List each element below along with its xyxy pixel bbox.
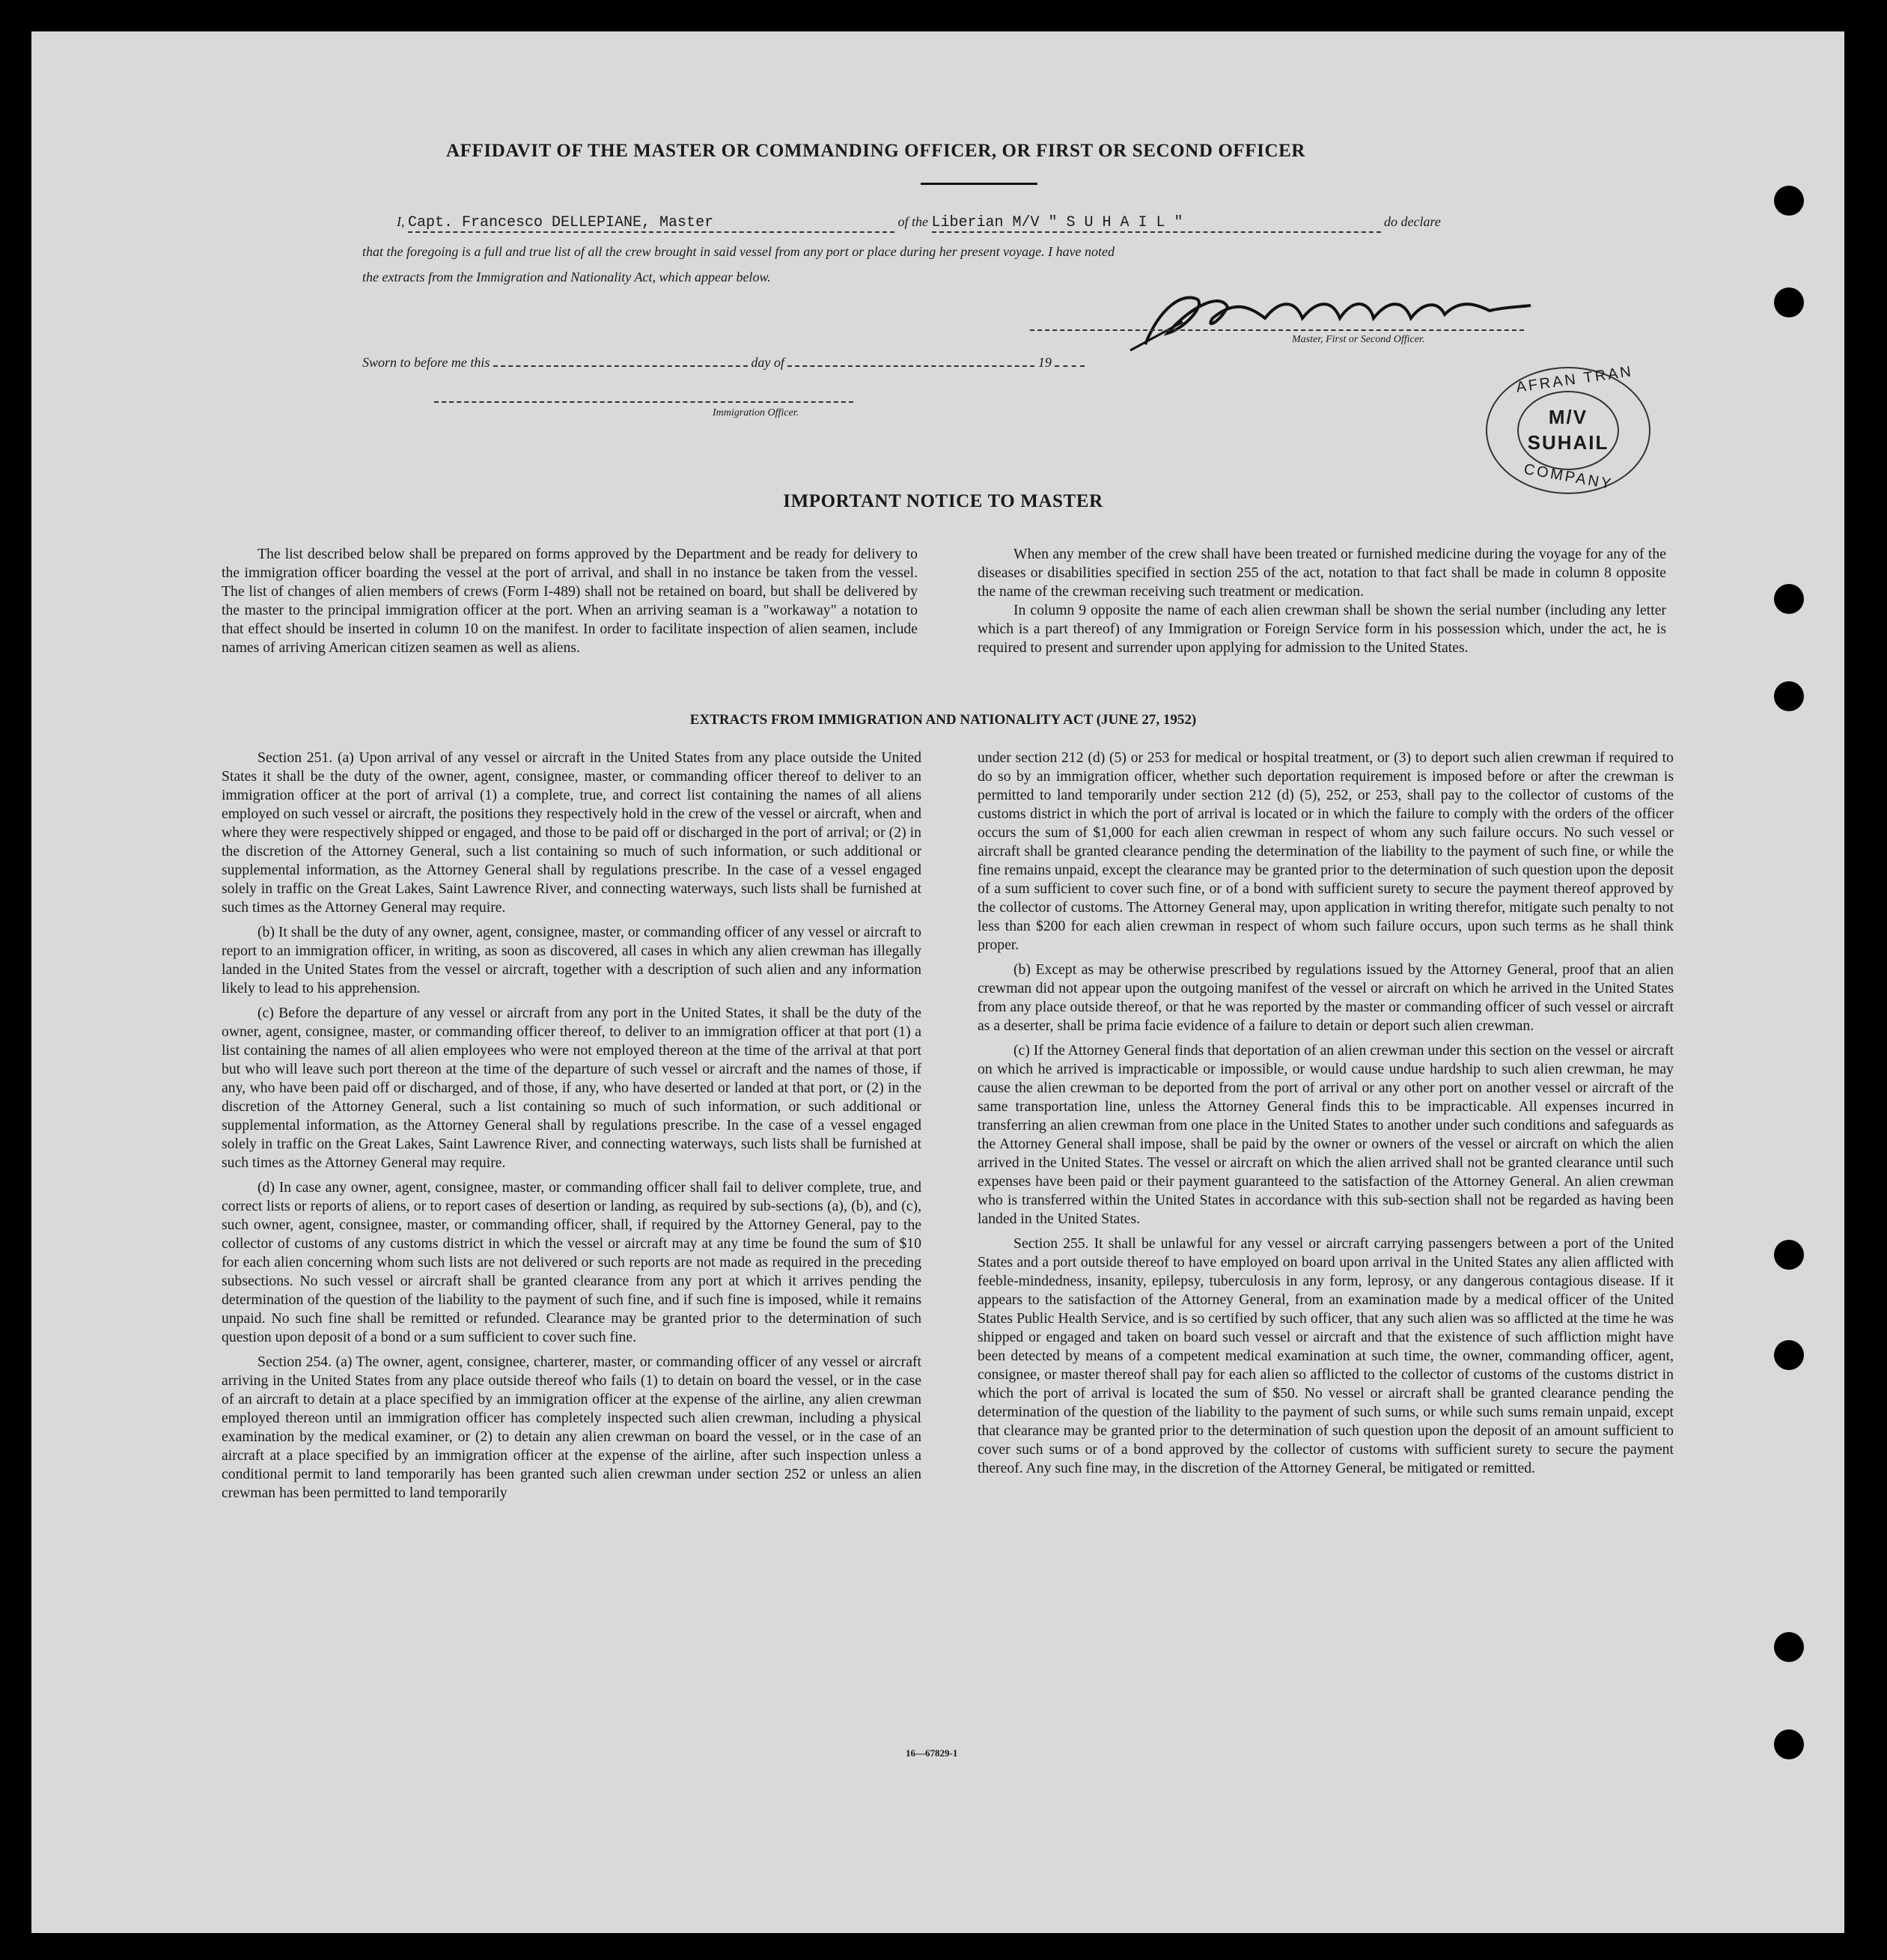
binder-hole: [1774, 287, 1804, 317]
vessel-field: Liberian M/V " S U H A I L ": [932, 214, 1381, 233]
affidavit-line-2: that the foregoing is a full and true list of all the crew brought in said vessel from any port or place during her present voyage. I have noted: [362, 244, 1115, 259]
immigration-officer-caption: Immigration Officer.: [713, 407, 799, 419]
stamp-top-arc: AFRAN TRAN: [1515, 363, 1635, 396]
title-rule: [921, 183, 1037, 185]
affidavit-title: AFFIDAVIT OF THE MASTER OR COMMANDING OFFICER, OR FIRST OR SECOND OFFICER: [445, 141, 1306, 161]
year-field: [1055, 365, 1085, 367]
notice-right-paragraph: When any member of the crew shall have been treated or furnished medicine during the voyage for any of the diseases or disabilities specified in section 255 of the act, notation to that fact shall be made in column 8 opposite the name of the crewman receiving such treatment or medication.: [978, 546, 1666, 600]
binder-hole: [1774, 1240, 1804, 1270]
extracts-right-column: [978, 749, 1674, 1484]
binder-hole: [1774, 1632, 1804, 1662]
binder-hole: [1774, 1729, 1804, 1759]
company-stamp: [1486, 363, 1650, 494]
binder-hole: [1774, 681, 1804, 711]
section-254-b: (b) Except as may be otherwise prescribed by regulations issued by the Attorney General, proof that an alien crewman did not appear upon the outgoing manifest of the vessel or aircraft on which he arrived in the United States from any place outside thereof, or that he was reported by the master or commanding officer of such vessel or aircraft as a deserter, shall be prima facie evidence of a failure to detain or deport such alien crewman.: [978, 961, 1674, 1034]
affidavit-line-3: the extracts from the Immigration and Nationality Act, which appear below.: [362, 270, 771, 284]
year-prefix: 19: [1037, 355, 1052, 370]
stamp-line-1: M/V: [1548, 406, 1588, 428]
section-251-a: Section 251. (a) Upon arrival of any vessel or aircraft in the United States from any place outside the United States it shall be the duty of the owner, agent, consignee, master, or commanding officer thereof to deliver to an immigration officer at the port of arrival (1) a complete, true, and correct list containing the names of all aliens employed on such vessel or aircraft, the positions they respectively hold in the crew of the vessel or aircraft, when and where they were respectively shipped or engaged, and those to be paid off or discharged in the port of arrival; or (2) in the discretion of the Attorney General, such a list containing so much of such information, or such additional or supplemental information, as the Attorney General shall by regulations prescribe. In the case of a vessel engaged solely in traffic on the Great Lakes, Saint Lawrence River, and connecting waterways, such lists shall be furnished at such times as the Attorney General may require.: [222, 749, 921, 916]
section-251-d: (d) In case any owner, agent, consignee, master, or commanding officer shall fail to deliver complete, true, and correct lists or reports of aliens, or to report cases of desertion or landing, as required by sub-sections (a), (b), and (c), such owner, agent, consignee, master, or commanding officer, shall, if required by the Attorney General, pay to the collector of customs of any customs district in which the vessel or aircraft may at any time be found the sum of $10 for each alien concerning whom such lists are not delivered or such reports are not made as required in the preceding subsections. No such vessel or aircraft shall be granted clearance from any port at which it arrives pending the determination of the question of the liability to the payment of such fine, and if such fine is imposed, while it remains unpaid. No such fine shall be remitted or refunded. Clearance may be granted prior to the determination of such question upon deposit of a bond or a sum sufficient to cover such fine.: [222, 1179, 921, 1345]
section-251-b: (b) It shall be the duty of any owner, agent, consignee, master, or commanding officer of any vessel or aircraft to report to an immigration officer, in writing, as soon as discovered, all cases in which any alien crewman has illegally landed in the United States from the vessel or aircraft, together with a description of such alien and any information likely to lead to his apprehension.: [222, 924, 921, 996]
binder-hole: [1774, 186, 1804, 216]
immigration-officer-line: [434, 401, 853, 403]
stamp-bottom-arc: COMPANY: [1522, 460, 1615, 493]
stamp-inner-ring: [1517, 391, 1619, 470]
sworn-line: [362, 355, 1085, 371]
extracts-heading: EXTRACTS FROM IMMIGRATION AND NATIONALITY ACT (JUNE 27, 1952): [689, 712, 1197, 728]
stamp-line-2: SUHAIL: [1527, 431, 1609, 454]
month-field: [787, 365, 1034, 367]
section-255: Section 255. It shall be unlawful for any vessel or aircraft carrying passengers between a port of the United States and a port outside thereof to have employed on board upon arrival in the United States any alien afflicted with feeble-mindedness, insanity, epilepsy, tuberculosis in any form, leprosy, or any dangerous contagious disease. If it appears to the satisfaction of the Attorney General, from an examination made by a medical officer of the United States Public Health Service, and is so certified by such officer, that any such alien was so afflicted at the time he was shipped or engaged and taken on board such vessel or aircraft and that the existence of such affliction might have been detected by means of a competent medical examination at such time, the owner, commanding officer, agent, consignee, or master thereof shall pay for each alien so afflicted to the collector of customs of the customs district in which the port of arrival is located the sum of $50. No vessel or aircraft shall be granted clearance pending the determination of the question of the liability to the payment of such sums, or while such sums remain unpaid, except that clearance may be granted prior to the determination of such question upon the deposit of an amount sufficient to cover such sums or of a bond approved by the collector of customs with sufficient surety to secure the payment thereof. Any such fine may, in the discretion of the Attorney General, be mitigated or remitted.: [978, 1235, 1674, 1476]
binder-hole: [1774, 584, 1804, 614]
notice-left-column: [222, 545, 918, 663]
sworn-date-field: [493, 365, 748, 367]
binder-hole: [1774, 1340, 1804, 1370]
notice-right-paragraph: In column 9 opposite the name of each alien crewman shall be shown the serial number (including any letter which is a part thereof) of any Immigration or Foreign Service form in his possession which, under the act, he is required to present and surrender upon applying for admission to the United States.: [978, 602, 1666, 656]
section-254-a-continued: under section 212 (d) (5) or 253 for medical or hospital treatment, or (3) to deport such alien crewman if required to do so by an immigration officer, whether such deportation requirement is imposed before or after the crewman is permitted to land temporarily under section 212 (d) (5), 252, or 253, shall pay to the collector of customs of the customs district in which the port of arrival is located or in which the failure to comply with the orders of the officer occurs the sum of $1,000 for each alien crewman in respect of whom any such failure occurs. No such vessel or aircraft shall be granted clearance pending the determination of the liability to the payment of such fine, or while the fine remains unpaid, except the clearance may be granted prior to the determination of such question upon the deposit of a sum sufficient to cover such fine, or of a bond with sufficient surety to secure the payment thereof approved by the collector of customs. The Attorney General may, upon application in writing therefor, mitigate such penalty to not less than $200 for each alien crewman in respect of whom such failure occurs, upon such terms as he shall think proper.: [978, 749, 1674, 953]
extracts-left-column: [222, 749, 921, 1509]
master-name-field: Capt. Francesco DELLEPIANE, Master: [408, 214, 894, 233]
notice-right-column: [978, 545, 1666, 663]
do-declare-label: do declare: [1384, 214, 1441, 229]
sworn-label: Sworn to before me this: [362, 355, 490, 370]
section-254-c: (c) If the Attorney General finds that deportation of an alien crewman under this section on the vessel or aircraft on which he arrived is impracticable or impossible, or would cause undue hardship to such alien crewman, he may cause the alien crewman to be deported from the port of arrival or any other port on another vessel or aircraft of the same transportation line, unless the Attorney General finds this to be impracticable. All expenses incurred in transferring an alien crewman from one place in the United States to another under such conditions and safeguards as the Attorney General shall impose, shall be paid by the owner or owners of the vessel or aircraft on which the alien arrived in the United States. The vessel or aircraft on which the alien arrived shall not be granted clearance until such expenses have been paid or their payment guaranteed to the satisfaction of the Attorney General. An alien crewman who is transferred within the United States in accordance with this sub-section shall not be regarded as having been landed in the United States.: [978, 1042, 1674, 1227]
of-the-label: of the: [897, 214, 928, 229]
notice-left-paragraph: The list described below shall be prepared on forms approved by the Department and be ready for delivery to the immigration officer boarding the vessel at the port of arrival, and shall in no instance be taken from the vessel. The list of changes of alien members of crews (Form I-489) shall not be retained on board, but shall be delivered by the master to the principal immigration officer at the port. When an arriving seaman is a "workaway" a notation to that effect should be inserted in column 10 on the manifest. In order to facilitate inspection of alien seamen, include names of arriving American citizen seamen as well as aliens.: [222, 546, 918, 656]
day-of-label: day of: [751, 355, 784, 370]
i-label: I,: [397, 214, 405, 229]
section-251-c: (c) Before the departure of any vessel or aircraft from any port in the United States, it shall be the duty of the owner, agent, consignee, master, or commanding officer thereof, to deliver to an immigration officer at that port (1) a list containing the names of all alien employees who were not employed thereon at the time of the arrival at that port but who will leave such port thereon at the time of the departure of such vessel or aircraft and the names of those, if any, who have been paid off or discharged, and of those, if any, who have deserted or landed at that port, or (2) in the discretion of the Attorney General, such a list containing so much of such information, or such additional or supplemental information, as the Attorney General shall by regulations prescribe. In the case of a vessel engaged solely in traffic on the Great Lakes, Saint Lawrence River, and connecting waterways, such lists shall be furnished at such times as the Attorney General may require.: [222, 1005, 921, 1171]
affidavit-line-1: [397, 214, 1441, 233]
form-number: 16—67829-1: [906, 1747, 958, 1759]
notice-heading: IMPORTANT NOTICE TO MASTER: [783, 491, 1103, 511]
signature-line: [1030, 329, 1524, 331]
signer-caption: Master, First or Second Officer.: [1292, 334, 1425, 345]
section-254-a: Section 254. (a) The owner, agent, consignee, charterer, master, or commanding officer of any vessel or aircraft arriving in the United States from any place outside thereof who fails (1) to detain on board the vessel, or in the case of an aircraft to detain at a place specified by an immigration officer at the expense of the airline, any alien crewman employed thereon until an immigration officer has completely inspected such alien crewman, including a physical examination by the medical examiner, or (2) to detain any alien crewman on board the vessel, or in the case of an aircraft at a place specified by an immigration officer at the expense of the airline, after such inspection unless a conditional permit to land temporarily has been granted such alien crewman under section 252 or unless an alien crewman has been permitted to land temporarily: [222, 1354, 921, 1501]
